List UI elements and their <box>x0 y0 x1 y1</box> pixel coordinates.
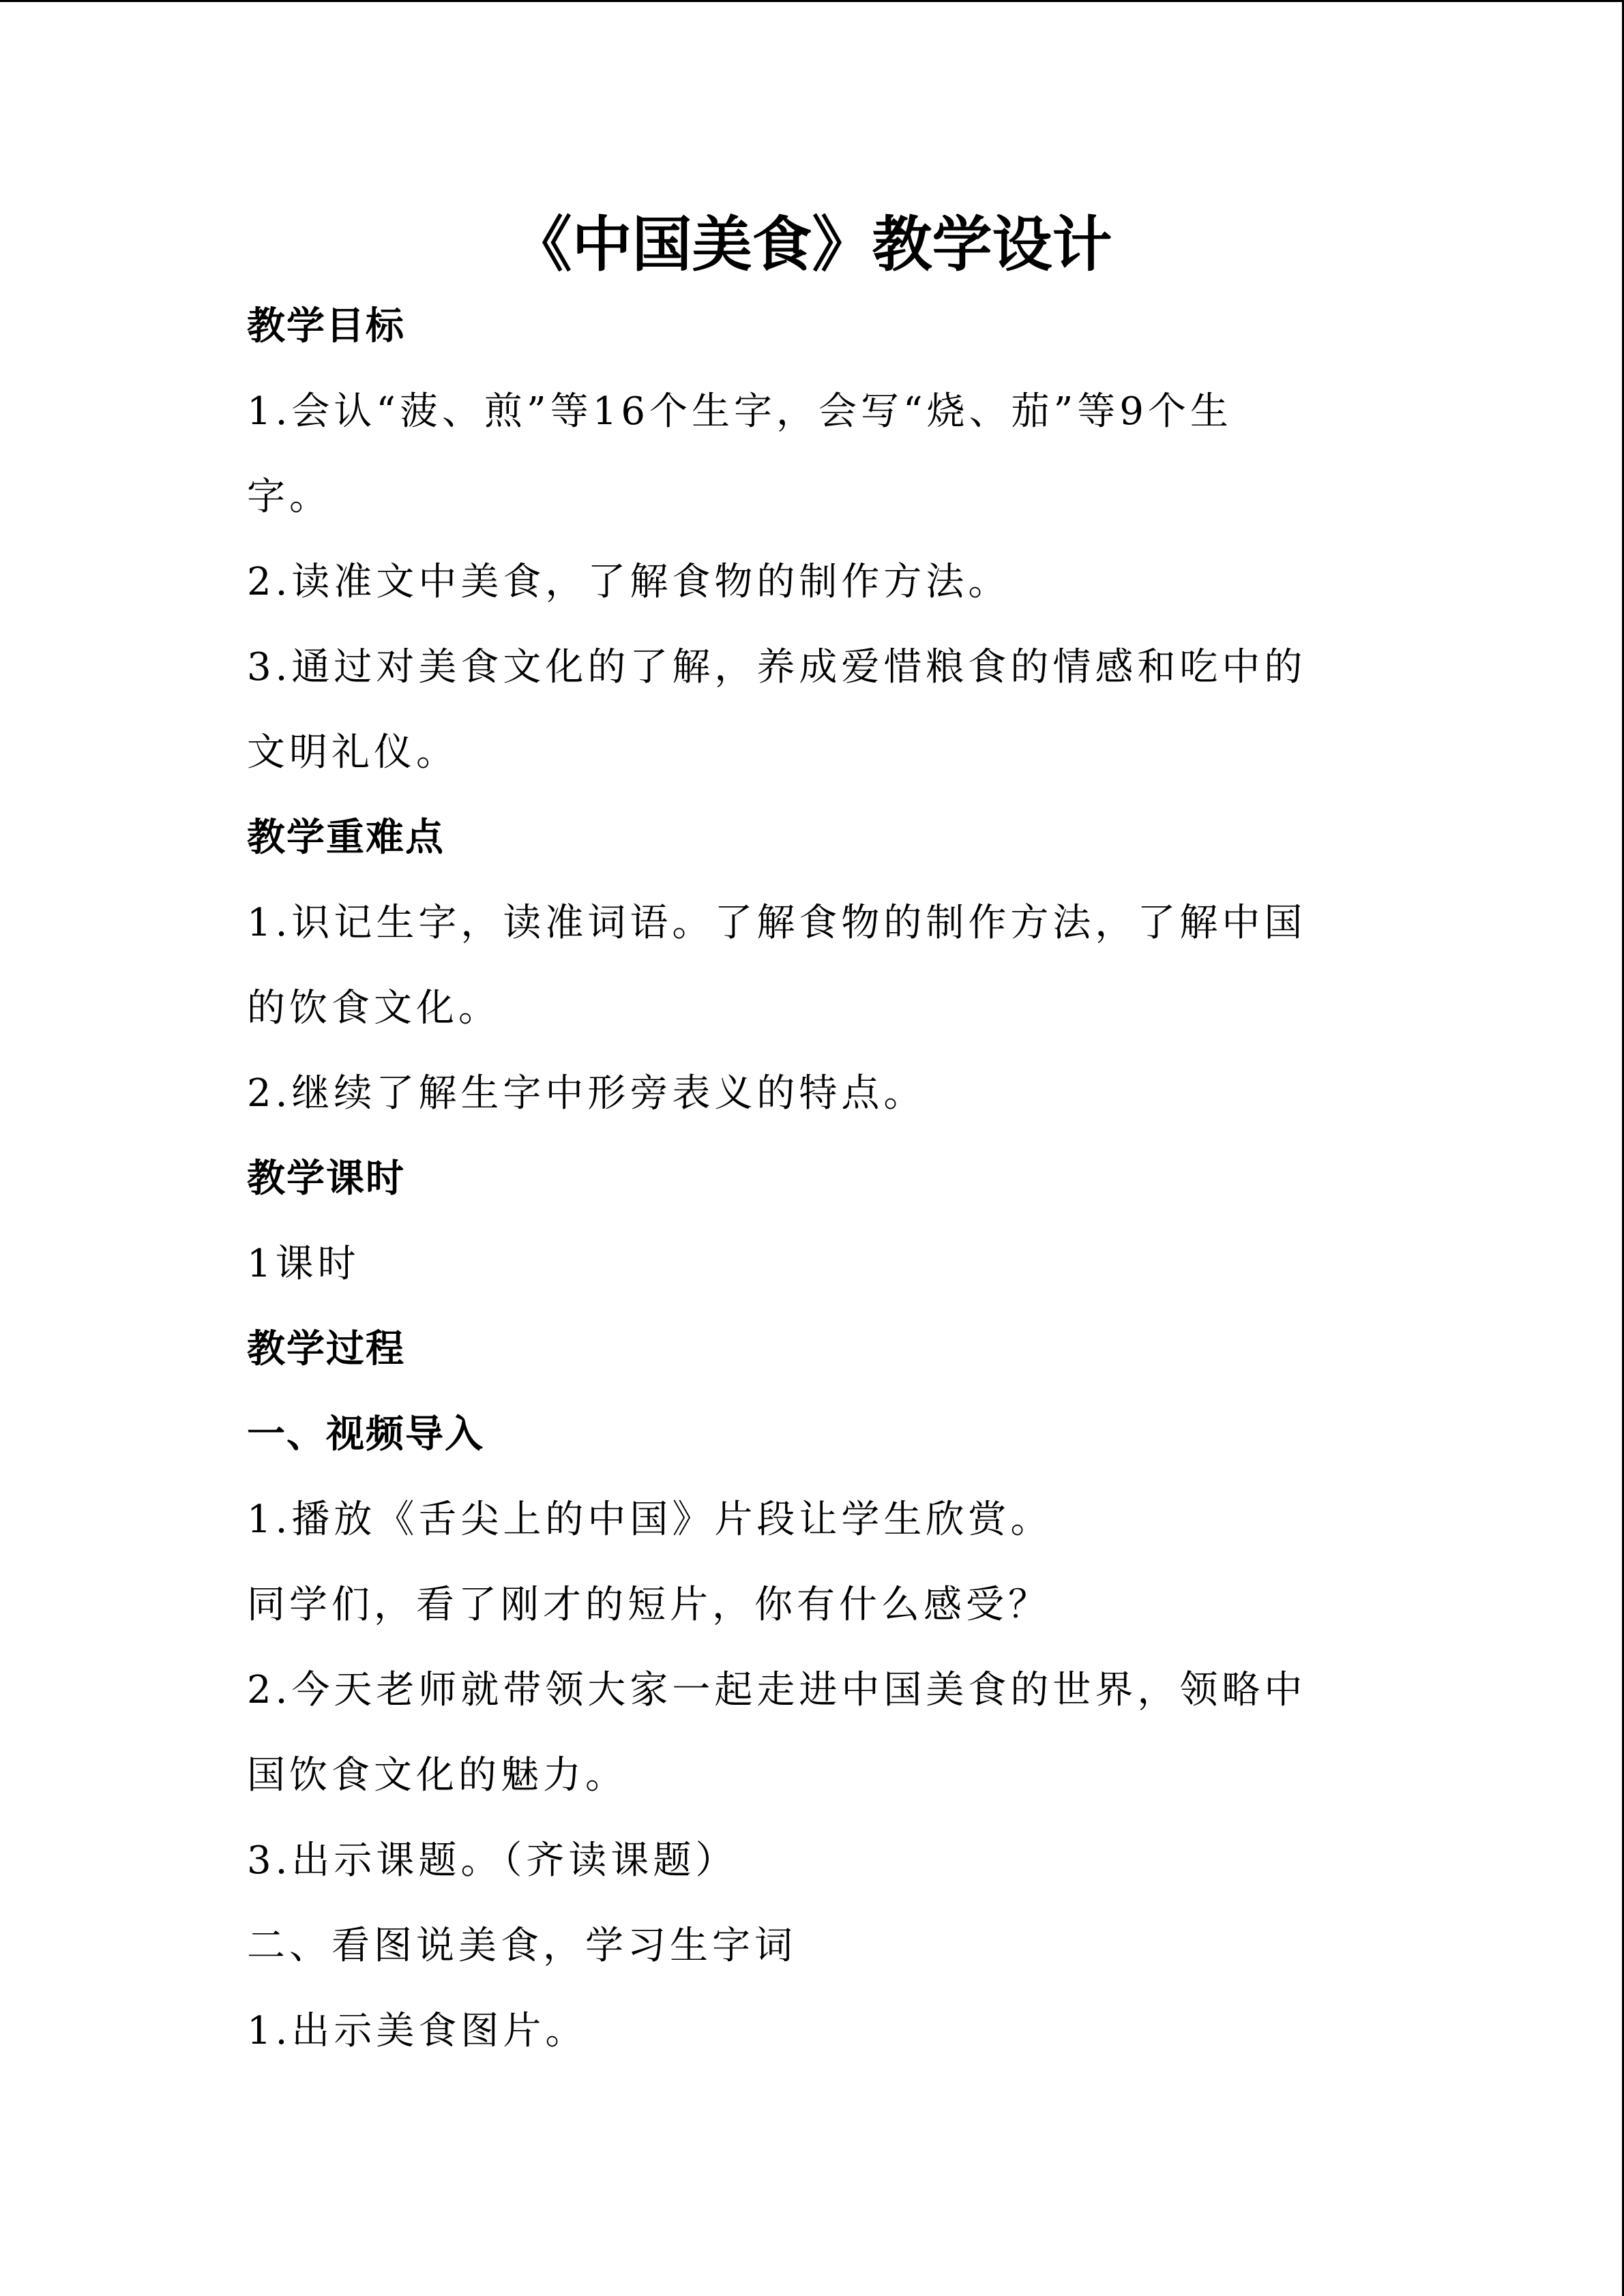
key-points-heading: 教学重难点 <box>247 816 445 860</box>
document-title: 《中国美食》教学设计 <box>512 209 1112 280</box>
process-part-1-heading: 一、视频导入 <box>247 1412 484 1457</box>
objective-1-line-2: 字。 <box>247 475 331 519</box>
hours-value: 1课时 <box>247 1242 360 1286</box>
objective-2: 2.读准文中美食，了解食物的制作方法。 <box>247 560 1011 604</box>
process-part-2-heading: 二、看图说美食，学习生字词 <box>247 1924 797 1968</box>
process-part-1-item-3: 3.出示课题。（齐读课题） <box>247 1838 738 1883</box>
process-heading: 教学过程 <box>247 1327 405 1371</box>
objective-1-line-1: 1.会认“菠、煎”等16个生字，会写“烧、茄”等9个生 <box>247 389 1232 434</box>
process-part-1-item-2-line-1: 2.今天老师就带领大家一起走进中国美食的世界，领略中 <box>247 1668 1307 1712</box>
hours-heading: 教学课时 <box>247 1157 405 1201</box>
process-part-2-item-1: 1.出示美食图片。 <box>247 2009 588 2053</box>
key-point-1-line-2: 的饮食文化。 <box>247 986 501 1030</box>
process-part-1-item-2-line-2: 国饮食文化的魅力。 <box>247 1753 628 1798</box>
objective-3-line-2: 文明礼仪。 <box>247 730 458 775</box>
objective-3-line-1: 3.通过对美食文化的了解，养成爱惜粮食的情感和吃中的 <box>247 645 1307 689</box>
key-point-1-line-1: 1.识记生字，读准词语。了解食物的制作方法，了解中国 <box>247 901 1307 945</box>
process-part-1-item-1: 1.播放《舌尖上的中国》片段让学生欣赏。 <box>247 1497 1053 1542</box>
objectives-heading: 教学目标 <box>247 304 405 348</box>
key-point-2: 2.继续了解生字中形旁表义的特点。 <box>247 1071 926 1116</box>
process-part-1-question: 同学们，看了刚才的短片，你有什么感受？ <box>247 1583 1050 1627</box>
